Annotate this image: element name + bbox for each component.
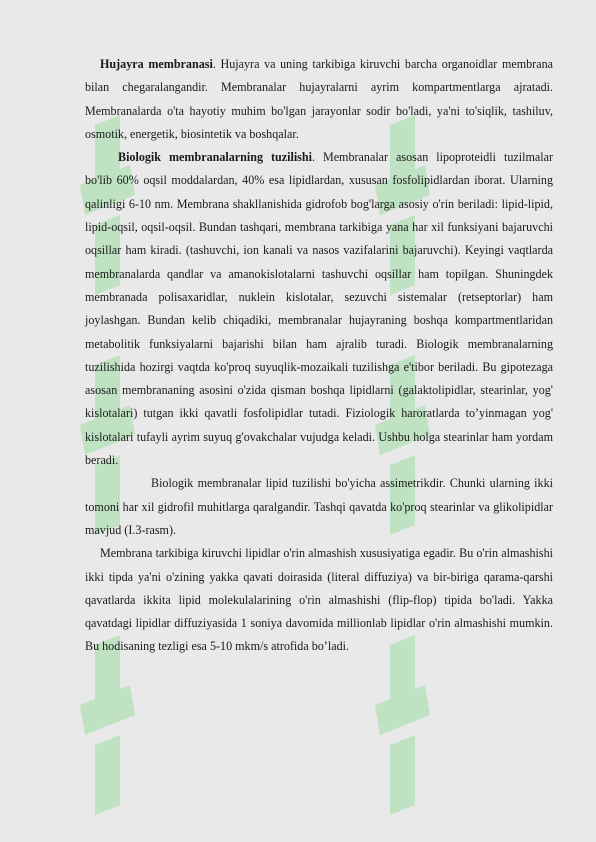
body-text (85, 53, 553, 659)
watermark-logo-icon (75, 635, 145, 815)
paragraph-lipid-exchange: Membrana tarkibiga kiruvchi lipidlar o'rin almashish xususiyatiga egadir. Bu o'rin almashishi ikki tipda ya'ni o'zining yakka qavati doirasida (literal diffuziya) va bir-biriga qarama-qarshi qavatlarda ikkita lipid molekulalarining o'rin almashishi (flip-flop) tipida bo'ladi. Yakka qavatdagi lipidlar diffuziyasida 1 soniya davomida millionlab lipidlar o'rin almashishi mumkin. Bu hodisaning tezligi esa 5-10 mkm/s atrofida bo’ladi. (85, 546, 553, 654)
paragraph-membrane-intro: Hujayra membranasi. Hujayra va uning tarkibiga kiruvchi barcha organoidlar membrana bilan chegaralangandir. Membranalar hujayralarni ayrim kompartmentlarga ajratadi. Membranalarda o'ta hayotiy muhim bo'lgan jarayonlar sodir bo'ladi, ya'ni to'siqlik, tashiluv, osmotik, energetik, biosintetik va boshqalar. (85, 57, 553, 141)
watermark-logo-icon (370, 635, 440, 815)
paragraph-asymmetry: Biologik membranalar lipid tuzilishi bo'yicha assimetrikdir. Chunki ularning ikki tomoni har xil gidrofil muhitlarga qaralgandir. Tashqi qavatda ko'proq stearinlar va glikolipidlar mavjud (I.3-rasm). (85, 476, 553, 537)
heading-membrane-structure: Biologik membranalarning tuzilishi (118, 150, 312, 165)
paragraph-membrane-structure: Biologik membranalarning tuzilishi. Membranalar asosan lipoproteidli tuzilmalar bo'lib 60% oqsil moddalardan, 40% esa lipidlardan, xususan fosfolipidlardan iborat. Ularning qalinligi 6-10 nm. Membrana shakllanishida gidrofob bog'larga asosiy o'rin beriladi: lipid-lipid, lipid-oqsil, oqsil-oqsil. Bundan tashqari, membrana tarkibiga yana har xil funksiyani bajaruvchi oqsillar ham kiradi. (tashuvchi, ion kanali va nasos vazifalarini bajaruvchi). Keyingi vaqtlarda membranalarda qandlar va amanokislotalarni tashuvchi oqsillar ham topilgan. Shuningdek membranada polisaxaridlar, nuklein kislotalar, sezuvchi sistemalar (retseptorlar) ham joylashgan. Bundan kelib chiqadiki, membranalar hujayraning boshqa kompartmentlaridan metabolitik funksiyalarni bajarishi bilan ham ajralib turadi. Biologik membranalarning tuzilishida hozirgi vaqtda ko'proq suyuqlik-mozaikali tuzilishga e'tibor beriladi. Bu gipotezaga asosan membrananing asosini o'zida qisman boshqa lipidlarni (galaktolipidlar, stearinlar, yog' kislotalari) tutgan ikki qavatli fosfolipidlar tutadi. Fiziologik haroratlarda to’yinmagan yog' kislotalari tufayli ayrim suyuq g'ovakchalar vujudga keladi. Ushbu holga stearinlar ham yordam beradi. (85, 150, 553, 468)
heading-membrane: Hujayra membranasi (100, 57, 213, 71)
